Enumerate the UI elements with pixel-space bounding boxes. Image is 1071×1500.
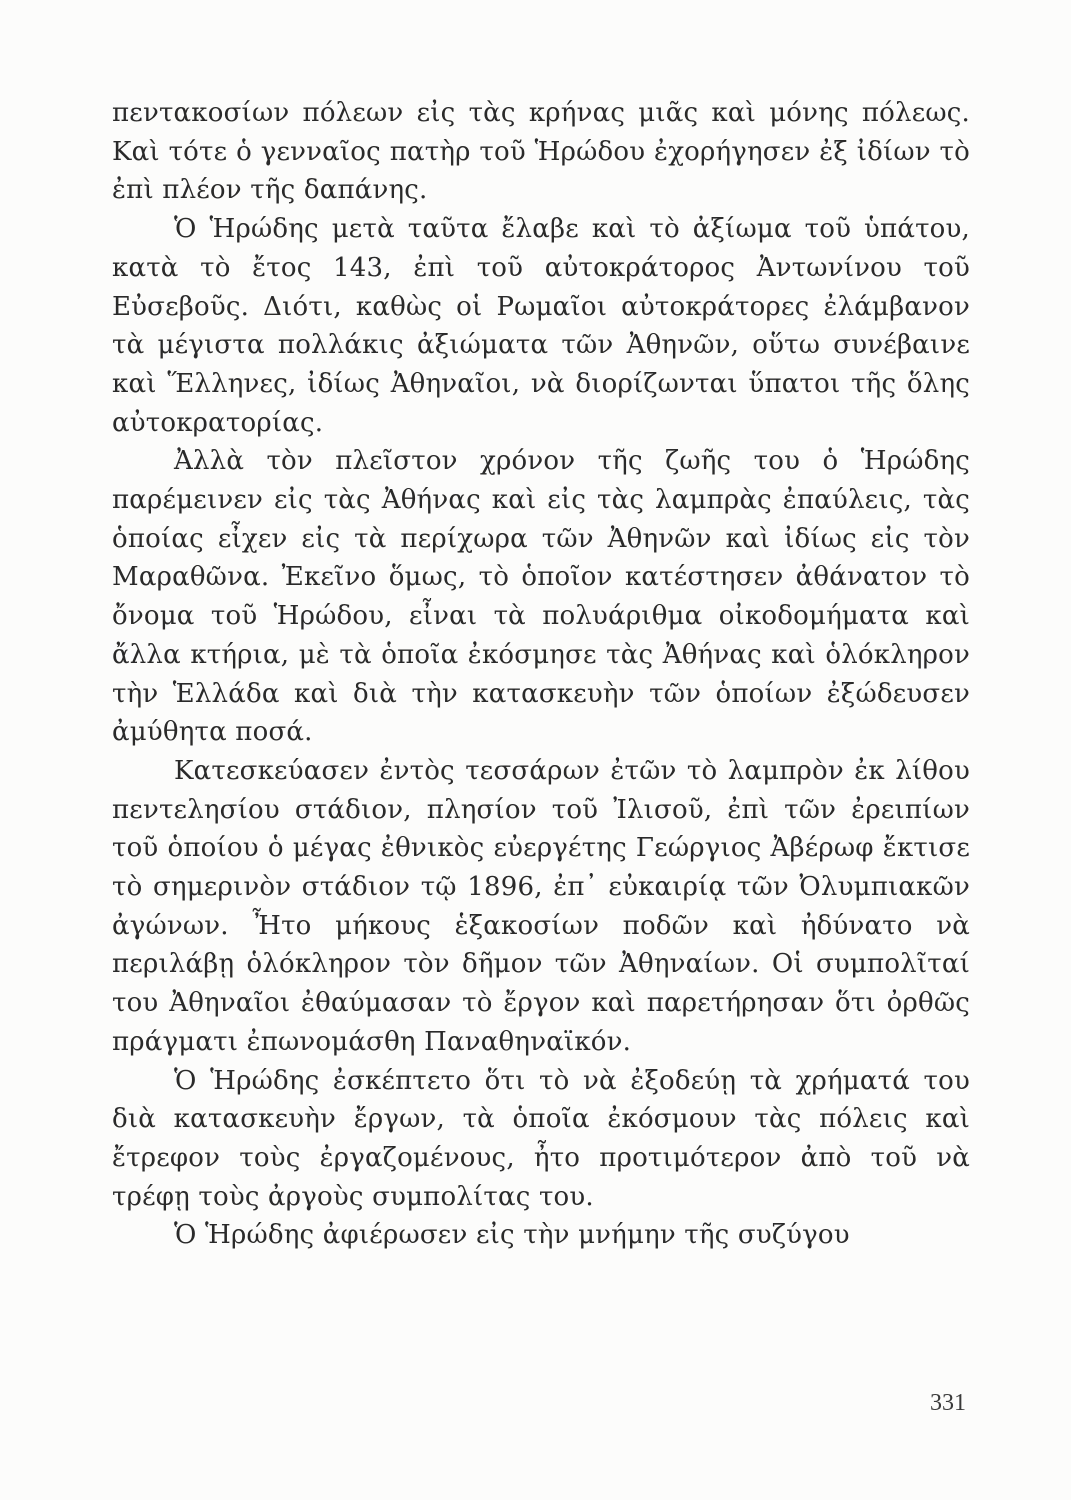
paragraph: Ὁ Ἡρώδης μετὰ ταῦτα ἔλαβε καὶ τὸ ἀξίωμα τοῦ ὑπάτου, κατὰ τὸ ἔτος 143, ἐπὶ τοῦ αὐτοκράτορος Ἀντωνίνου τοῦ Εὐσεβοῦς. Διότι, καθὼς οἱ Ρωμαῖοι αὐτοκράτορες ἐλάμβανον τὰ μέγιστα πολλάκις ἀξιώματα τῶν Ἀθηνῶν, οὕτω συνέβαινε καὶ Ἕλληνες, ἰδίως Ἀθηναῖοι, νὰ διορίζωνται ὕπατοι τῆς ὅλης αὐτοκρατορίας. <box>112 214 970 438</box>
paragraph: Κατεσκεύασεν ἐντὸς τεσσάρων ἐτῶν τὸ λαμπρὸν ἐκ λίθου πεντελησίου στάδιον, πλησίον τοῦ Ἰλισοῦ, ἐπὶ τῶν ἐρειπίων τοῦ ὁποίου ὁ μέγας ἐθνικὸς εὐεργέτης Γεώργιος Ἀβέρωφ ἔκτισε τὸ σημερινὸν στάδιον τῷ 1896, ἐπ᾿ εὐκαιρίᾳ τῶν Ὀλυμπιακῶν ἀγώνων. Ἦτο μήκους ἑξακοσίων ποδῶν καὶ ἠδύνατο νὰ περιλάβῃ ὁλόκληρον τὸν δῆμον τῶν Ἀθηναίων. Οἱ συμπολῖταί του Ἀθηναῖοι ἐθαύμασαν τὸ ἔργον καὶ παρετήρησαν ὅτι ὀρθῶς πράγματι ἐπωνομάσθη Παναθηναϊκόν. <box>112 755 970 1057</box>
paragraph: Ὁ Ἡρώδης ἀφιέρωσεν εἰς τὴν μνήμην τῆς συζύγου <box>174 1220 850 1251</box>
paragraph-continuation: πεντακοσίων πόλεων εἰς τὰς κρήνας μιᾶς καὶ μόνης πόλεως. Καὶ τότε ὁ γενναῖος πατὴρ τοῦ Ἡρώδου ἐχορήγησεν ἐξ ἰδίων τὸ ἐπὶ πλέον τῆς δαπάνης. <box>112 98 970 206</box>
page-number: 331 <box>930 1390 966 1416</box>
page-body <box>112 94 970 1255</box>
paragraph: Ὁ Ἡρώδης ἐσκέπτετο ὅτι τὸ νὰ ἐξοδεύῃ τὰ χρήματά του διὰ κατασκευὴν ἔργων, τὰ ὁποῖα ἐκόσμουν τὰς πόλεις καὶ ἔτρεφον τοὺς ἐργαζομένους, ἦτο προτιμότερον ἀπὸ τοῦ νὰ τρέφῃ τοὺς ἀργοὺς συμπολίτας του. <box>112 1065 970 1212</box>
paragraph: Ἀλλὰ τὸν πλεῖστον χρόνον τῆς ζωῆς του ὁ Ἡρώδης παρέμεινεν εἰς τὰς Ἀθήνας καὶ εἰς τὰς λαμπρὰς ἐπαύλεις, τὰς ὁποίας εἶχεν εἰς τὰ περίχωρα τῶν Ἀθηνῶν καὶ ἰδίως εἰς τὸν Μαραθῶνα. Ἐκεῖνο ὅμως, τὸ ὁποῖον κατέστησεν ἀθάνατον τὸ ὄνομα τοῦ Ἡρώδου, εἶναι τὰ πολυάριθμα οἰκοδομήματα καὶ ἄλλα κτήρια, μὲ τὰ ὁποῖα ἐκόσμησε τὰς Ἀθήνας καὶ ὁλόκληρον τὴν Ἑλλάδα καὶ διὰ τὴν κατασκευὴν τῶν ὁποίων ἐξώδευσεν ἀμύθητα ποσά. <box>112 446 970 748</box>
